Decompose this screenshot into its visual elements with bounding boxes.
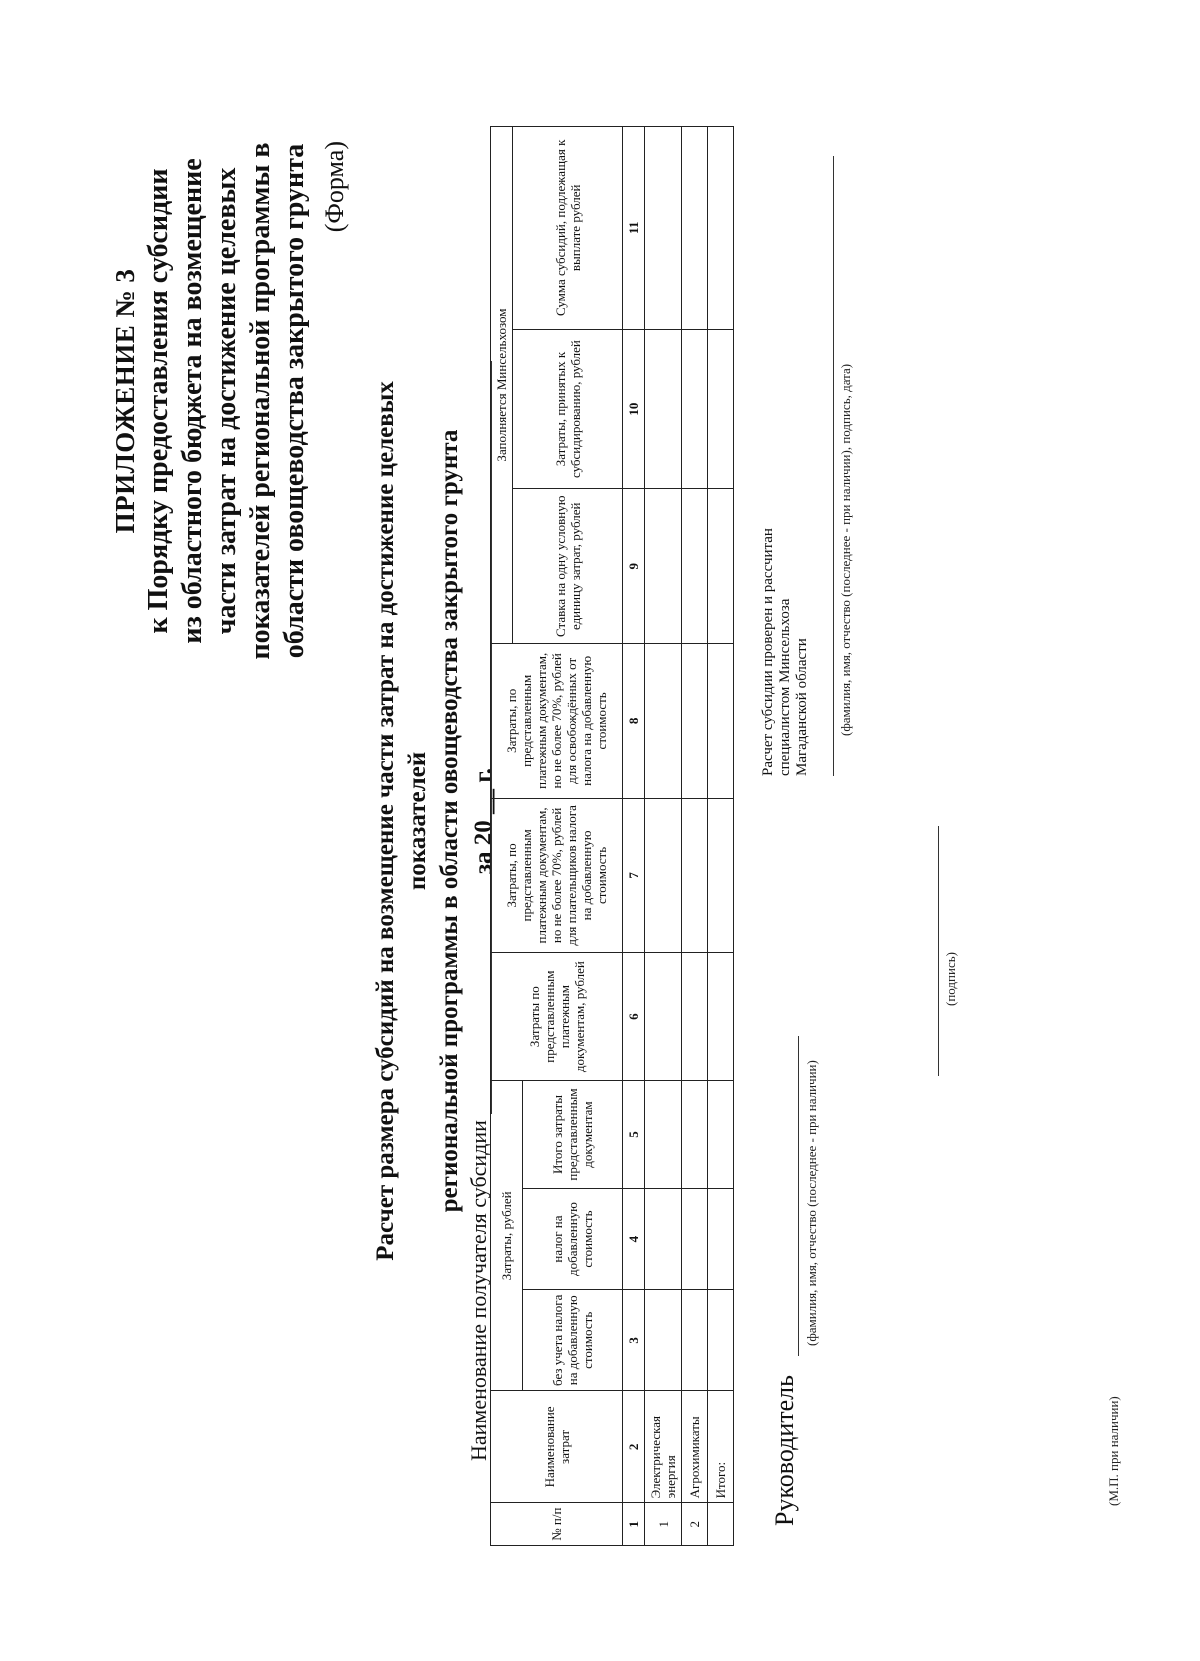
cell[interactable] — [708, 1188, 734, 1289]
recipient-field — [466, 361, 492, 1461]
column-number: 8 — [623, 644, 645, 799]
form-label: (Форма) — [320, 141, 349, 233]
row-name: Итого: — [708, 1391, 734, 1503]
header-rate: Ставка на одну условную единицу затрат, рублей — [513, 489, 623, 644]
head-signature — [770, 1060, 819, 1526]
table-row — [645, 127, 682, 1546]
column-number: 11 — [623, 127, 645, 330]
specialist-caption: (фамилия, имя, отчество (последнее - при наличии), подпись, дата) — [838, 363, 853, 736]
annex-line: показателей региональной программы в — [245, 142, 276, 660]
cell[interactable] — [682, 329, 708, 489]
cell[interactable] — [645, 1188, 682, 1289]
cell[interactable] — [708, 1081, 734, 1189]
header-ministry-group: Заполняется Минсельхозом — [491, 127, 513, 644]
cell[interactable] — [708, 127, 734, 330]
column-number: 10 — [623, 329, 645, 489]
header-num: № п/п — [491, 1503, 623, 1546]
annex-line: к Порядку предоставления субсидии — [143, 168, 174, 634]
cell[interactable] — [682, 1188, 708, 1289]
calculation-table-wrap — [490, 126, 734, 1546]
checked-line: Расчет субсидии проверен и рассчитан — [760, 528, 776, 776]
signatures-section — [760, 126, 1190, 1546]
head-caption: (фамилия, имя, отчество (последнее - при наличии) — [804, 1060, 819, 1346]
column-number: 7 — [623, 798, 645, 953]
cell[interactable] — [708, 1290, 734, 1391]
title-line: Расчет размера субсидий на возмещение части затрат на достижение целевых показателей — [372, 381, 431, 1261]
row-num — [708, 1503, 734, 1546]
table-row-total — [708, 127, 734, 1546]
column-number: 3 — [623, 1290, 645, 1391]
cell[interactable] — [682, 644, 708, 799]
header-vat: налог на добавленную стоимость — [523, 1188, 623, 1289]
column-number: 2 — [623, 1391, 645, 1503]
column-number: 4 — [623, 1188, 645, 1289]
header-accepted: Затраты, принятых к субсидированию, рублей — [513, 329, 623, 489]
cell[interactable] — [645, 1081, 682, 1189]
column-number: 5 — [623, 1081, 645, 1189]
header-total-docs: Итого затраты представленным документам — [523, 1081, 623, 1189]
cell[interactable] — [708, 953, 734, 1081]
cell[interactable] — [645, 489, 682, 644]
header-without-vat: без учета налога на добавленную стоимость — [523, 1290, 623, 1391]
column-number: 1 — [623, 1503, 645, 1546]
specialist-line[interactable] — [815, 156, 834, 776]
cell[interactable] — [682, 489, 708, 644]
checked-line: специалистом Минсельхоза — [777, 598, 793, 776]
cell[interactable] — [645, 127, 682, 330]
header-exempt-70: Затраты, по представленным платежным документам, но не более 70%, рублей для освобождённых от налога на добавленную стоимость — [491, 644, 623, 799]
row-num: 2 — [682, 1503, 708, 1546]
column-number: 9 — [623, 489, 645, 644]
annex-title: ПРИЛОЖЕНИЕ № 3 — [110, 268, 140, 534]
header-costs-group: Затраты, рублей — [491, 1081, 523, 1391]
cell[interactable] — [682, 1290, 708, 1391]
annex-header — [108, 141, 312, 661]
title-line: региональной программы в области овощеводства закрытого грунта — [436, 429, 463, 1213]
header-docs-costs: Затраты по представленным платежным документам, рублей — [491, 953, 623, 1081]
signature-field — [920, 776, 959, 1076]
head-label: Руководитель — [770, 1375, 799, 1526]
header-payers-70: Затраты, по представленным платежным документам, но не более 70%, рублей для плательщиков налога на добавленную стоимость — [491, 798, 623, 953]
cell[interactable] — [645, 644, 682, 799]
row-name: Электрическая энергия — [645, 1391, 682, 1503]
annex-line: области овощеводства закрытого грунта — [279, 143, 310, 659]
recipient-label: Наименование получателя субсидии — [466, 1120, 491, 1461]
specialist-block — [760, 136, 854, 776]
cell[interactable] — [682, 1081, 708, 1189]
cell[interactable] — [645, 953, 682, 1081]
calculation-table — [490, 126, 734, 1546]
row-num: 1 — [645, 1503, 682, 1546]
annex-line: части затрат на достижение целевых — [211, 167, 242, 635]
cell[interactable] — [682, 127, 708, 330]
signature-line[interactable] — [920, 826, 939, 1076]
stamp-label: (М.П. при наличии) — [1106, 1396, 1121, 1506]
checked-line: Магаданской области — [794, 638, 810, 776]
cell[interactable] — [708, 644, 734, 799]
table-row — [682, 127, 708, 1546]
cell[interactable] — [682, 953, 708, 1081]
cell[interactable] — [645, 329, 682, 489]
cell[interactable] — [645, 1290, 682, 1391]
head-name-line[interactable] — [780, 1036, 799, 1356]
header-subsidy-sum: Сумма субсидий, подлежащая к выплате рублей — [513, 127, 623, 330]
cell[interactable] — [708, 798, 734, 953]
row-name: Агрохимикаты — [682, 1391, 708, 1503]
annex-line: из областного бюджета на возмещение — [177, 158, 208, 644]
cell[interactable] — [682, 798, 708, 953]
column-number: 6 — [623, 953, 645, 1081]
cell[interactable] — [708, 489, 734, 644]
cell[interactable] — [708, 329, 734, 489]
cell[interactable] — [645, 798, 682, 953]
signature-caption: (подпись) — [943, 952, 958, 1006]
header-name: Наименование затрат — [491, 1391, 623, 1503]
title-period: за 20 __ г. — [470, 767, 497, 875]
recipient-line — [469, 361, 492, 1114]
